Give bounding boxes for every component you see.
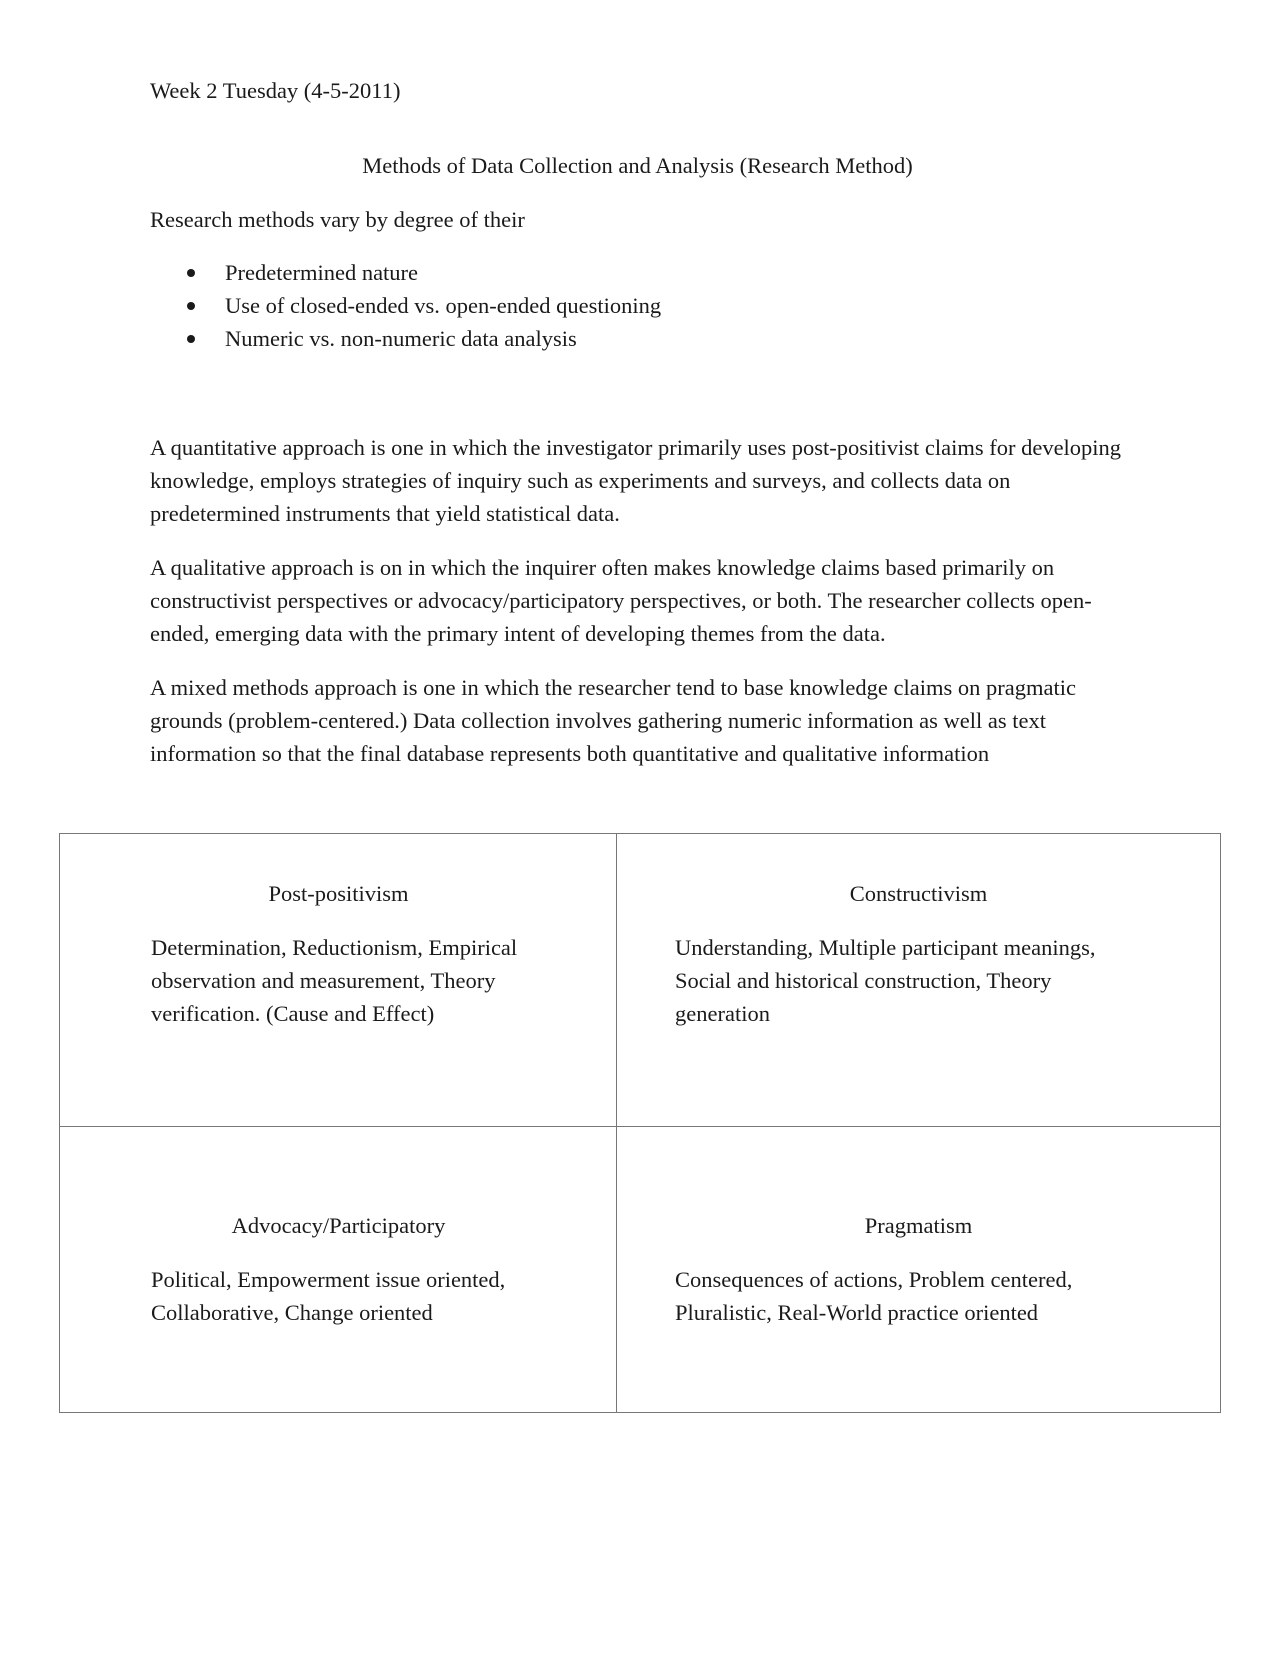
- bullet-icon: [187, 269, 195, 277]
- list-item-text: Use of closed-ended vs. open-ended questioning: [225, 293, 662, 318]
- cell-text: Determination, Reductionism, Empirical observation and measurement, Theory verification. (Cause and Effect): [151, 935, 518, 1026]
- worldview-table: [59, 833, 1221, 1413]
- cell-text: Political, Empowerment issue oriented, Collaborative, Change oriented: [151, 1267, 506, 1325]
- qualitative-paragraph: A qualitative approach is on in which the inquirer often makes knowledge claims based primarily on constructivist perspectives or advocacy/participatory perspectives, or both. The researcher collects open-ended, emerging data with the primary intent of developing themes from the data.: [150, 555, 1092, 646]
- list-item: [150, 256, 661, 289]
- page-title: Methods of Data Collection and Analysis (Research Method): [362, 153, 913, 178]
- cell-title: Post-positivism: [268, 881, 409, 906]
- list-item: [150, 289, 661, 322]
- cell-title: Advocacy/Participatory: [231, 1213, 446, 1238]
- date-line: Week 2 Tuesday (4-5-2011): [150, 78, 401, 103]
- table-cell-pragmatism: [617, 1127, 1220, 1412]
- cell-text: Understanding, Multiple participant meanings, Social and historical construction, Theory generation: [675, 935, 1096, 1026]
- list-item: [150, 322, 661, 355]
- cell-title: Pragmatism: [864, 1213, 973, 1238]
- quantitative-paragraph: A quantitative approach is one in which the investigator primarily uses post-positivist claims for developing knowledge, employs strategies of inquiry such as experiments and surveys, and collects data on predetermined instruments that yield statistical data.: [150, 435, 1122, 526]
- cell-text: Consequences of actions, Problem centered, Pluralistic, Real-World practice oriented: [675, 1267, 1073, 1325]
- intro-text: Research methods vary by degree of their: [150, 207, 525, 232]
- bullet-icon: [187, 302, 195, 310]
- bullet-list: [150, 256, 661, 355]
- mixed-methods-paragraph: A mixed methods approach is one in which the researcher tend to base knowledge claims on pragmatic grounds (problem-centered.) Data collection involves gathering numeric information as well as text information so that the final database represents both quantitative and qualitative information: [150, 675, 1076, 766]
- table-cell-constructivism: [617, 834, 1220, 1127]
- list-item-text: Predetermined nature: [225, 260, 419, 285]
- bullet-icon: [187, 335, 195, 343]
- list-item-text: Numeric vs. non-numeric data analysis: [225, 326, 577, 351]
- table-cell-post-positivism: [60, 834, 617, 1127]
- cell-title: Constructivism: [849, 881, 988, 906]
- table-cell-advocacy-participatory: [60, 1127, 617, 1412]
